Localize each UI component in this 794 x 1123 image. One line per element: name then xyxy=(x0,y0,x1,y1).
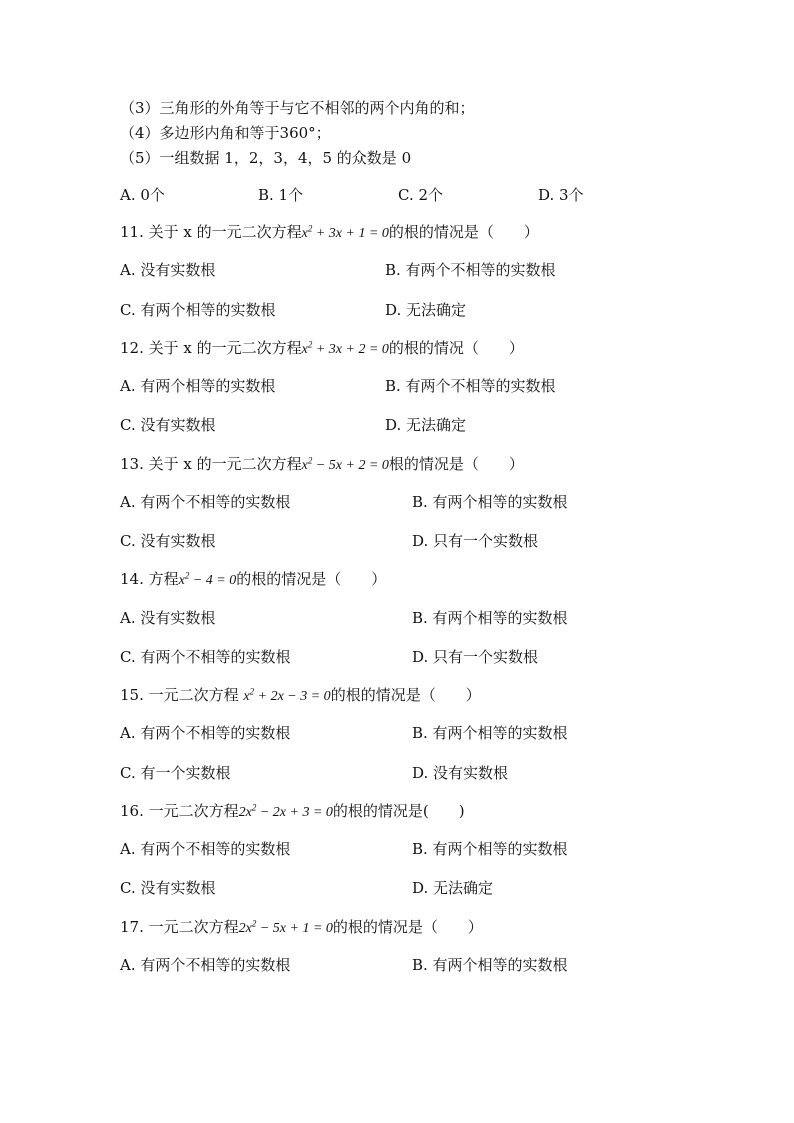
q11-option-c: C. 有两个相等的实数根 xyxy=(120,301,276,319)
q15-option-d: D. 没有实数根 xyxy=(412,764,509,782)
equation: $2x^2 - 5x + 1 = 0$ xyxy=(238,918,333,936)
question-prefix: 13. 关于 x 的一元二次方程 xyxy=(120,455,302,473)
q15-option-b: B. 有两个相等的实数根 xyxy=(412,724,568,742)
q16-option-c: C. 没有实数根 xyxy=(120,879,216,897)
question-12-stem xyxy=(120,338,524,360)
equation: $x^2 - 5x + 2 = 0$ xyxy=(301,455,389,473)
question-17-stem xyxy=(120,917,483,939)
equation: $x^2 + 3x + 2 = 0$ xyxy=(301,339,389,357)
equation: $x^2 - 4 = 0$ xyxy=(178,570,237,588)
q12-option-d: D. 无法确定 xyxy=(385,416,467,434)
q17-option-a: A. 有两个不相等的实数根 xyxy=(120,956,291,974)
question-14-stem xyxy=(120,569,386,591)
q12-option-a: A. 有两个相等的实数根 xyxy=(120,377,276,395)
question-prefix: 12. 关于 x 的一元二次方程 xyxy=(120,339,302,357)
q11-option-b: B. 有两个不相等的实数根 xyxy=(385,261,556,279)
question-13-stem xyxy=(120,454,524,476)
q15-option-a: A. 有两个不相等的实数根 xyxy=(120,724,291,742)
question-prefix: 15. 一元二次方程 xyxy=(120,686,244,704)
question-15-stem xyxy=(120,685,481,707)
q14-option-b: B. 有两个相等的实数根 xyxy=(412,609,568,627)
q10-option-d: D. 3个 xyxy=(538,186,584,204)
q10-option-b: B. 1个 xyxy=(258,186,304,204)
question-11-stem xyxy=(120,222,539,244)
question-suffix: 的根的情况是（ ） xyxy=(388,223,539,241)
equation: $x^2 + 2x - 3 = 0$ xyxy=(243,686,331,704)
q16-option-d: D. 无法确定 xyxy=(412,879,494,897)
q16-option-b: B. 有两个相等的实数根 xyxy=(412,840,568,858)
question-suffix: 的根的情况（ ） xyxy=(388,339,524,357)
statement-5: （5）一组数据 1，2，3，4，5 的众数是 0 xyxy=(120,149,412,167)
q12-option-b: B. 有两个不相等的实数根 xyxy=(385,377,556,395)
question-suffix: 根的情况是（ ） xyxy=(388,455,524,473)
q16-option-a: A. 有两个不相等的实数根 xyxy=(120,840,291,858)
q10-option-c: C. 2个 xyxy=(398,186,444,204)
q14-option-c: C. 有两个不相等的实数根 xyxy=(120,648,291,666)
equation: $x^2 + 3x + 1 = 0$ xyxy=(301,223,389,241)
q13-option-b: B. 有两个相等的实数根 xyxy=(412,493,568,511)
q10-option-a: A. 0个 xyxy=(120,186,165,204)
equation: $2x^2 - 2x + 3 = 0$ xyxy=(238,802,333,820)
q17-option-b: B. 有两个相等的实数根 xyxy=(412,956,568,974)
q14-option-a: A. 没有实数根 xyxy=(120,609,216,627)
question-suffix: 的根的情况是( ) xyxy=(332,802,465,820)
question-prefix: 17. 一元二次方程 xyxy=(120,918,239,936)
question-prefix: 14. 方程 xyxy=(120,570,179,588)
q13-option-d: D. 只有一个实数根 xyxy=(412,532,539,550)
question-suffix: 的根的情况是（ ） xyxy=(332,918,483,936)
question-prefix: 16. 一元二次方程 xyxy=(120,802,239,820)
q13-option-c: C. 没有实数根 xyxy=(120,532,216,550)
statement-3: （3）三角形的外角等于与它不相邻的两个内角的和； xyxy=(120,99,475,117)
q11-option-a: A. 没有实数根 xyxy=(120,261,216,279)
question-prefix: 11. 关于 x 的一元二次方程 xyxy=(120,223,302,241)
q12-option-c: C. 没有实数根 xyxy=(120,416,216,434)
q14-option-d: D. 只有一个实数根 xyxy=(412,648,539,666)
q13-option-a: A. 有两个不相等的实数根 xyxy=(120,493,291,511)
question-suffix: 的根的情况是（ ） xyxy=(330,686,481,704)
question-16-stem xyxy=(120,801,465,823)
q11-option-d: D. 无法确定 xyxy=(385,301,467,319)
statement-4: （4）多边形内角和等于360°； xyxy=(120,124,331,142)
question-suffix: 的根的情况是（ ） xyxy=(236,570,387,588)
q15-option-c: C. 有一个实数根 xyxy=(120,764,231,782)
